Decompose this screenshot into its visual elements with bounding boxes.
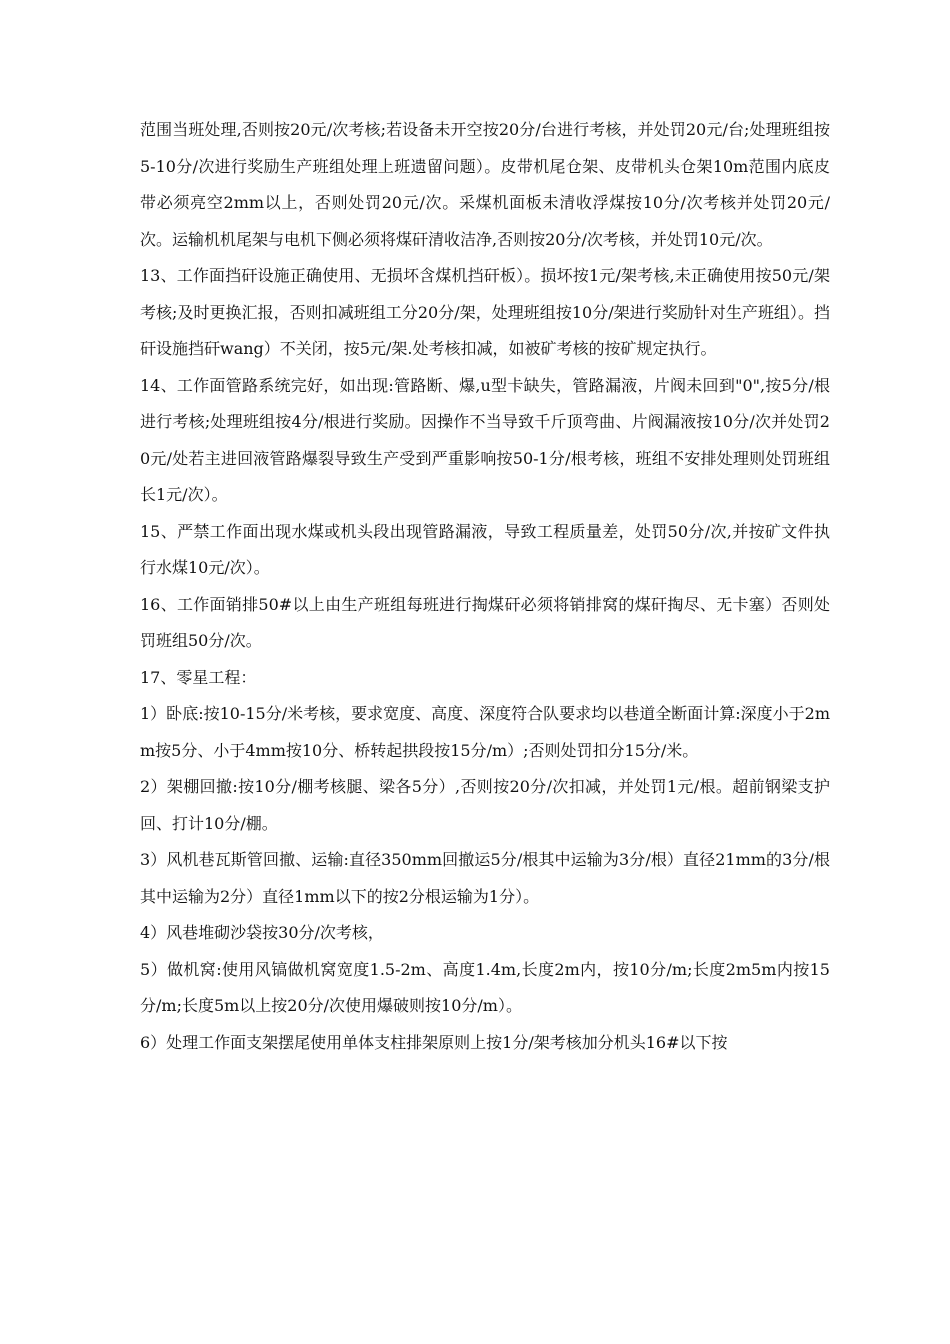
paragraph-subitem-2: 2）架棚回撤:按10分/棚考核腿、梁各5分）,否则按20分/次扣减，并处罚1元/根。超前钢梁支护回、打计10分/棚。 <box>140 777 830 833</box>
paragraph-item-15: 15、严禁工作面出现水煤或机头段出现管路漏液，导致工程质量差，处罚50分/次,并按矿文件执行水煤10元/次）。 <box>140 521 830 577</box>
paragraph-item-16: 16、工作面销排50#以上由生产班组每班进行掏煤矸必须将销排窝的煤矸掏尽、无卡塞）否则处罚班组50分/次。 <box>140 594 830 650</box>
paragraph-item-13: 13、工作面挡矸设施正确使用、无损坏含煤机挡矸板）。损坏按1元/架考核,未正确使用按50元/架考核;及时更换汇报，否则扣减班组工分20分/架，处理班组按10分/架进行奖励针对生产班组）。挡矸设施挡矸wang）不关闭，按5元/架.处考核扣减，如被矿考核的按矿规定执行。 <box>140 266 830 358</box>
paragraph-subitem-3: 3）风机巷瓦斯管回撤、运输:直径350mm回撤运5分/根其中运输为3分/根）直径21mm的3分/根其中运输为2分）直径1mm以下的按2分根运输为1分）。 <box>140 850 830 906</box>
paragraph-subitem-1: 1）卧底:按10-15分/米考核，要求宽度、高度、深度符合队要求均以巷道全断面计算:深度小于2mm按5分、小于4mm按10分、桥转起拱段按15分/m）;否则处罚扣分15分/米。 <box>140 704 830 760</box>
paragraph-subitem-4: 4）风巷堆砌沙袋按30分/次考核， <box>140 923 384 942</box>
paragraph-subitem-5: 5）做机窝:使用风镐做机窝宽度1.5-2m、高度1.4m,长度2m内，按10分/m;长度2m5m内按15分/m;长度5m以上按20分/次使用爆破则按10分/m）。 <box>140 959 830 1015</box>
paragraph-item-14: 14、工作面管路系统完好，如出现:管路断、爆,u型卡缺失，管路漏液，片阀未回到"0",按5分/根进行考核;处理班组按4分/根进行奖励。因操作不当导致千斤顶弯曲、片阀漏液按10分/次并处罚20元/处若主进回液管路爆裂导致生产受到严重影响按50-1分/根考核，班组不安排处理则处罚班组长1元/次）。 <box>140 375 830 504</box>
paragraph-continuation: 范围当班处理,否则按20元/次考核;若设备未开空按20分/台进行考核，并处罚20元/台;处理班组按5-10分/次进行奖励生产班组处理上班遗留问题）。皮带机尾仓架、皮带机头仓架10m范围内底皮带必须亮空2mm以上，否则处罚20元/次。采煤机面板未清收浮煤按10分/次考核并处罚20元/次。运输机机尾架与电机下侧必须将煤矸清收洁净,否则按20分/次考核，并处罚10元/次。 <box>140 120 830 249</box>
paragraph-item-17: 17、零星工程： <box>140 667 257 687</box>
paragraph-subitem-6: 6）处理工作面支架摆尾使用单体支柱排架原则上按1分/架考核加分机头16#以下按 <box>140 1032 728 1052</box>
document-body <box>140 112 830 1061</box>
